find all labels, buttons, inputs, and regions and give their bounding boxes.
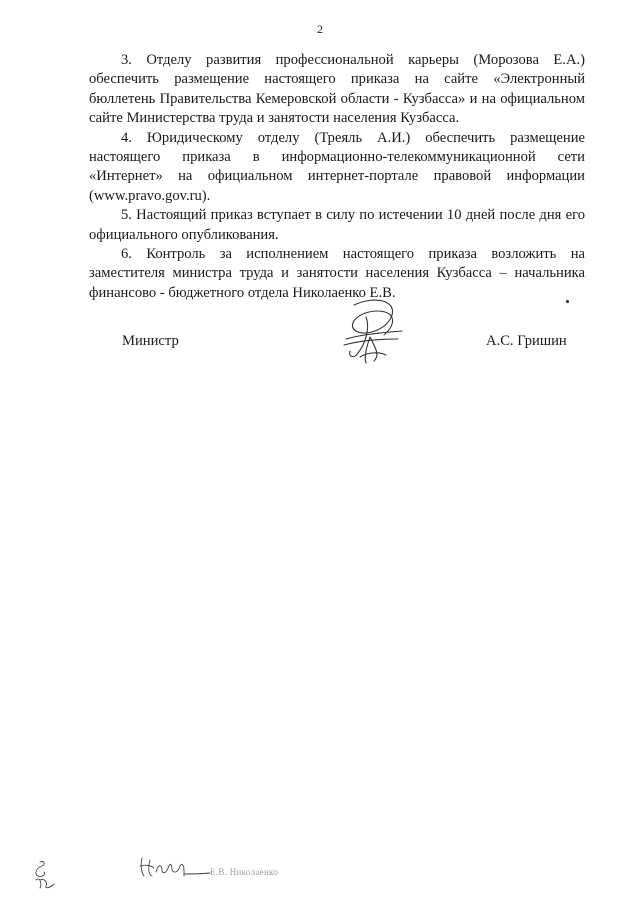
paragraph-5: 5. Настоящий приказ вступает в силу по истечении 10 дней после дня его официального опубликования. (89, 207, 585, 243)
paragraph-6: 6. Контроль за исполнением настоящего приказа возложить на заместителя министра труда и занятости населения Кузбасса – начальника финансово - бюджетного отдела Николаенко Е.В. (89, 246, 585, 301)
paragraph-4: 4. Юридическому отделу (Трeяль А.И.) обеспечить размещение настоящего приказа в информационно-телекоммуникационной сети «Интернет» на официальном интернет-портале правовой информации (www.pravo.gov.ru). (89, 129, 585, 204)
executor-name: Е.В. Николаенко (210, 867, 279, 877)
ink-dot (566, 300, 569, 303)
handwritten-signature (336, 297, 416, 367)
signer-title: Министр (122, 333, 179, 349)
signer-name: А.С. Гришин (486, 333, 567, 349)
executor-footer (0, 852, 640, 892)
document-body (89, 51, 585, 303)
page-number: 2 (317, 22, 323, 36)
paragraph-3: 3. Отделу развития профессиональной карьеры (Морозова Е.А.) обеспечить размещение настоящего приказа на сайте «Электронный бюллетень Правительства Кемеровской области - Кузбасса» и на официальном сайте Министерства труда и занятости населения Кузбасса. (89, 52, 585, 127)
executor-signature (136, 854, 216, 882)
handwritten-initials (30, 858, 64, 892)
signature-block (0, 327, 640, 387)
